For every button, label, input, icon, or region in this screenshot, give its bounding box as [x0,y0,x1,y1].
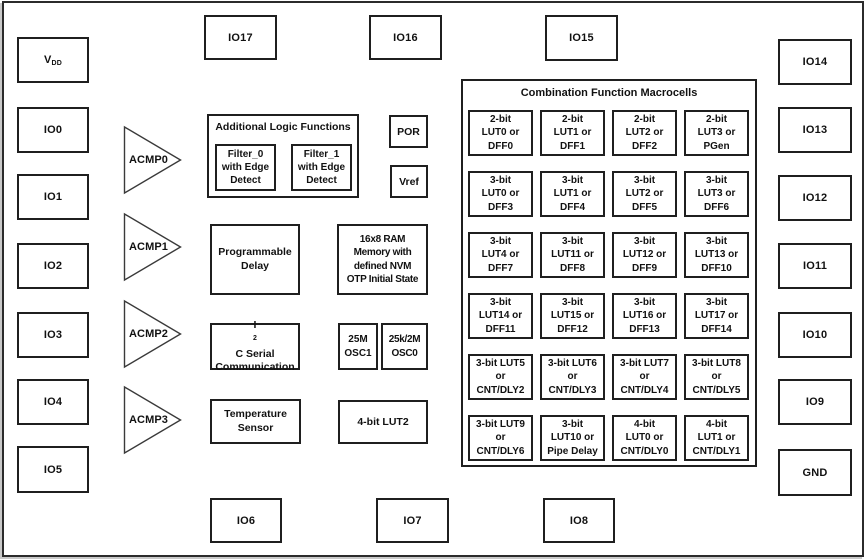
macrocell-line: LUT11 or [551,249,594,261]
pin-io5 [17,446,89,493]
acmp1-comparator [123,212,183,282]
pin-io15 [545,15,618,61]
macrocell-line: 2-bit [633,114,656,126]
pin-io0 [17,107,89,153]
macrocells-title: Combination Function Macrocells [520,87,698,99]
macrocell-cell [684,293,749,339]
macrocell-line: CNT/DLY1 [692,445,741,457]
macrocell-line: LUT2 or [625,127,664,139]
pin-label: IO16 [393,31,418,44]
macrocell-line: PGen [703,140,730,152]
macrocell-cell [612,171,677,217]
pin-label: IO6 [236,514,256,527]
pin-label: IO15 [569,32,594,44]
macrocell-line: 3-bit [633,236,656,248]
pin-io1 [17,174,89,220]
macrocell-line: 3-bit [561,297,584,309]
macrocell-line: LUT14 or [478,310,523,322]
block-line: Sensor [237,421,274,434]
macrocells-grid [468,110,749,461]
pin-io7 [376,498,449,543]
pin-io6 [210,498,282,543]
ram-line: defined NVM [353,260,412,272]
macrocell-line: DFF12 [557,323,588,335]
pin-io2 [17,243,89,289]
macrocell-cell [612,232,677,278]
macrocell-line: LUT1 or [697,432,736,444]
block-line: Temperature [224,408,287,421]
pin-label: IO14 [802,56,828,68]
macrocell-line: 3-bit [633,297,656,309]
macrocell-line: LUT2 or [625,188,664,200]
macrocell-cell [684,415,749,461]
pin-io10 [778,312,852,358]
macrocell-line: 4-bit [633,419,656,431]
vref-block [390,165,428,198]
macrocell-line: DFF0 [488,140,513,152]
macrocell-line: Pipe Delay [547,445,598,457]
pin-label: IO5 [43,463,63,476]
macrocell-line: 4-bit [705,419,728,431]
pin-label: IO10 [802,329,828,341]
macrocell-cell [468,232,533,278]
macrocell-cell [468,415,533,461]
macrocell-line: CNT/DLY5 [692,384,741,396]
macrocell-line: or [711,371,722,383]
additional-logic-title: Additional Logic Functions [215,121,351,133]
block-line: Delay [240,259,270,272]
macrocell-line: LUT10 or [550,432,595,444]
macrocell-line: DFF14 [701,323,732,335]
additional-logic-functions-block [207,114,359,198]
macrocell-line: LUT4 or [481,249,520,261]
macrocell-cell [684,110,749,156]
ram-memory-block [337,224,428,295]
i2c-line2: Communication [215,361,295,374]
macrocell-line: or [495,371,506,383]
macrocell-cell [612,110,677,156]
macrocell-line: CNT/DLY3 [548,384,597,396]
macrocell-line: 3-bit LUT8 [692,358,741,370]
pin-label: IO7 [403,514,422,527]
macrocell-line: or [639,371,650,383]
macrocell-line: 3-bit [561,175,584,187]
macrocell-line: DFF7 [488,262,513,274]
macrocell-line: 3-bit [489,236,512,248]
macrocell-line: CNT/DLY2 [476,384,525,396]
pin-label: GND [802,466,828,479]
macrocell-cell [540,110,605,156]
filter0-line: Filter_0 [227,148,264,160]
macrocell-cell [468,171,533,217]
macrocell-cell [468,110,533,156]
macrocell-cell [684,232,749,278]
lut2-block [338,400,428,444]
programmable-delay-block [210,224,300,295]
macrocell-cell [612,415,677,461]
macrocell-cell [612,293,677,339]
macrocell-cell [468,354,533,400]
macrocell-line: 3-bit [489,175,512,187]
macrocell-line: LUT16 or [622,310,667,322]
macrocell-line: or [495,432,506,444]
osc-line: 25M [348,334,368,346]
macrocell-line: DFF13 [629,323,660,335]
macrocell-line: LUT0 or [481,127,520,139]
pin-io14 [778,39,852,85]
pin-label: IO11 [802,260,828,272]
pin-io13 [778,107,852,153]
temperature-sensor-block [210,399,301,444]
macrocell-line: LUT1 or [553,188,592,200]
macrocell-line: DFF2 [632,140,657,152]
filter0-line: Detect [230,175,261,187]
pin-label: IO2 [43,260,63,272]
filter1-block [291,144,352,191]
acmp-label: ACMP1 [129,241,169,253]
pin-label: IO17 [228,31,253,44]
pin-label: IO1 [43,191,63,203]
filter0-line: with Edge [221,161,270,173]
pin-label: IO3 [43,329,63,341]
macrocell-cell [468,293,533,339]
macrocell-line: DFF8 [560,262,585,274]
acmp3-comparator [123,385,183,455]
macrocell-line: LUT17 or [694,310,739,322]
filter1-line: Filter_1 [303,148,340,160]
pin-label: IO0 [43,124,63,136]
ram-line: OTP Initial State [346,273,419,285]
macrocell-cell [540,293,605,339]
macrocell-cell [684,171,749,217]
acmp-label: ACMP3 [129,414,169,426]
pin-label: $V_{DD}$ [43,53,63,67]
macrocell-cell [612,354,677,400]
macrocell-line: 2-bit [705,114,728,126]
macrocell-line: 3-bit [705,297,728,309]
acmp0-comparator [123,125,183,195]
osc1-block [338,323,378,370]
acmp2-comparator [123,299,183,369]
macrocell-line: 3-bit [489,297,512,309]
macrocell-line: LUT0 or [625,432,664,444]
i2c-line1: I $^2$ C Serial [235,318,275,360]
macrocell-line: LUT3 or [697,188,736,200]
osc-line: 25k/2M [388,334,421,346]
macrocell-cell [684,354,749,400]
pin-io11 [778,243,852,289]
pin-label: IO9 [805,396,825,408]
macrocell-line: 3-bit LUT5 [476,358,525,370]
macrocell-line: 2-bit [561,114,584,126]
macrocell-line: DFF3 [488,201,513,213]
pin-vdd [17,37,89,83]
macrocell-line: or [567,371,578,383]
macrocell-line: LUT12 or [622,249,667,261]
pin-label: IO4 [43,396,63,408]
pin-gnd [778,449,852,496]
macrocell-line: 3-bit [705,175,728,187]
pin-io4 [17,379,89,425]
pin-io8 [543,498,615,543]
pin-label: IO12 [802,192,828,204]
ram-line: Memory with [353,247,412,259]
acmp-label: ACMP2 [129,328,169,340]
pin-io12 [778,175,852,221]
macrocell-line: LUT0 or [481,188,520,200]
osc-line: OSC1 [344,347,372,359]
macrocell-line: 3-bit LUT7 [620,358,669,370]
pin-io17 [204,15,277,60]
pin-label: IO13 [802,124,828,136]
macrocell-line: LUT15 or [550,310,595,322]
macrocell-line: LUT3 or [697,127,736,139]
macrocell-cell [540,354,605,400]
macrocell-line: CNT/DLY0 [620,445,669,457]
macrocell-line: DFF6 [704,201,729,213]
macrocell-line: DFF1 [560,140,585,152]
macrocell-cell [540,171,605,217]
macrocell-cell [540,415,605,461]
macrocell-line: DFF9 [632,262,657,274]
filter0-block [215,144,276,191]
filter1-line: with Edge [297,161,346,173]
por-block [389,115,428,148]
macrocell-line: DFF5 [632,201,657,213]
macrocell-line: 3-bit LUT6 [548,358,597,370]
macrocell-line: 3-bit [561,236,584,248]
pin-io9 [778,379,852,425]
pin-io3 [17,312,89,358]
macrocell-cell [540,232,605,278]
macrocell-line: 3-bit [633,175,656,187]
macrocell-line: DFF11 [485,323,516,335]
block-label: POR [397,125,420,138]
macrocell-line: 2-bit [489,114,512,126]
macrocell-line: LUT1 or [553,127,592,139]
macrocell-line: CNT/DLY6 [476,445,525,457]
macrocell-line: DFF10 [701,262,732,274]
macrocell-line: DFF4 [560,201,585,213]
ram-line: 16x8 RAM [359,234,406,246]
i2c-serial-communication-block [210,318,300,374]
pin-label: IO8 [569,514,589,527]
acmp-label: ACMP0 [129,154,169,166]
osc-line: OSC0 [391,347,418,359]
macrocell-line: 3-bit [561,419,584,431]
combination-function-macrocells-panel [461,79,757,467]
block-line: Programmable [218,246,292,259]
block-label: 4-bit LUT2 [357,416,409,428]
macrocell-line: 3-bit [705,236,728,248]
osc0-block [381,323,428,370]
filter1-line: Detect [306,175,337,187]
block-label: Vref [399,175,419,188]
macrocell-line: CNT/DLY4 [620,384,669,396]
macrocell-line: 3-bit LUT9 [476,419,525,431]
macrocell-line: LUT13 or [694,249,739,261]
pin-io16 [369,15,442,60]
